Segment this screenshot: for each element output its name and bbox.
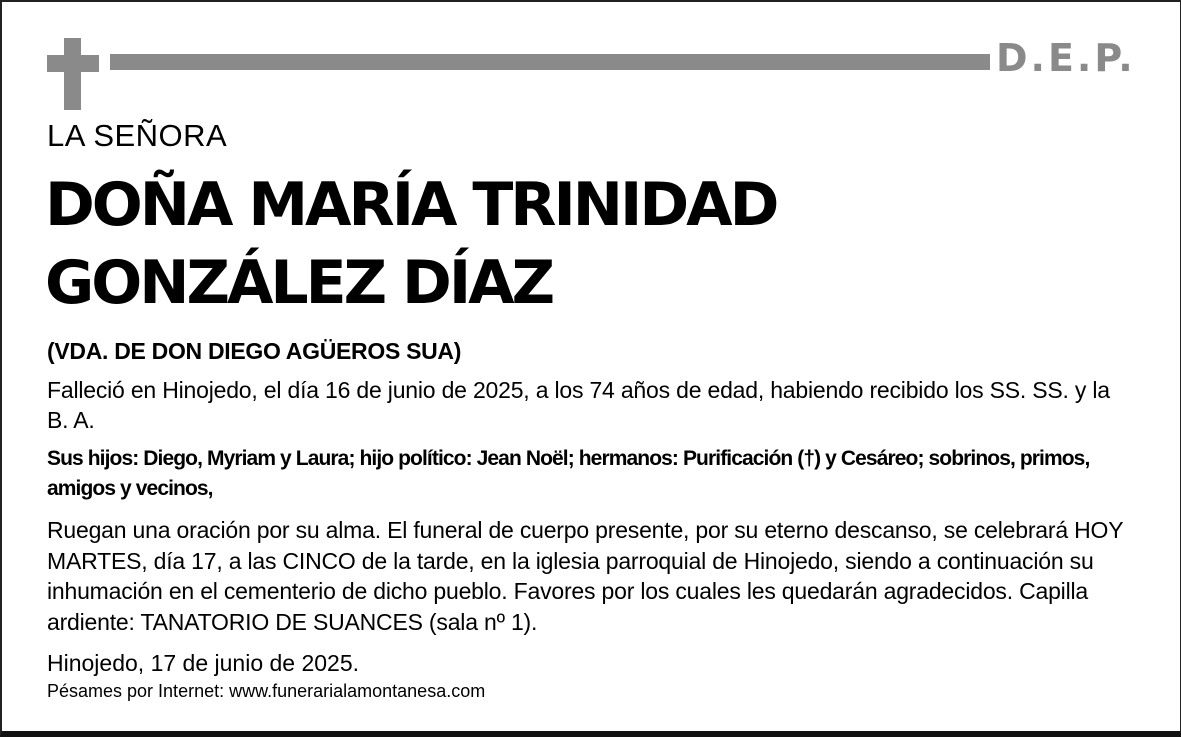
deceased-name xyxy=(45,166,776,322)
family-members: Sus hijos: Diego, Myriam y Laura; hijo político: Jean Noël; hermanos: Purificación (†) y Cesáreo; sobrinos, primos, amigos y vecinos, xyxy=(47,447,1090,500)
cross-icon xyxy=(47,38,99,110)
widow-of: (VDA. DE DON DIEGO AGÜEROS SUA) xyxy=(47,338,462,364)
condolences-line: Pésames por Internet: www.funerarialamontanesa.com xyxy=(47,681,486,701)
name-line-2: GONZÁLEZ DÍAZ xyxy=(45,248,553,318)
death-notice: Falleció en Hinojedo, el día 16 de junio de 2025, a los 74 años de edad, habiendo recibido los SS. SS. y la B. A. xyxy=(47,377,1110,433)
place-date: Hinojedo, 17 de junio de 2025. xyxy=(47,650,360,676)
dep-label: D.E.P. xyxy=(996,36,1136,80)
name-line-1: DOÑA MARÍA TRINIDAD xyxy=(45,170,777,240)
funeral-details: Ruegan una oración por su alma. El funeral de cuerpo presente, por su eterno descanso, se celebrará HOY MARTES, día 17, a las CINCO de la tarde, en la iglesia parroquial de Hinojedo, siendo a continuación su inhumación en el cementerio de dicho pueblo. Favores por los cuales les quedarán agradecidos. Capilla ardiente: TANATORIO DE SUANCES (sala nº 1). xyxy=(47,517,1123,635)
honorific: LA SEÑORA xyxy=(47,118,228,153)
header-rule xyxy=(110,54,990,70)
